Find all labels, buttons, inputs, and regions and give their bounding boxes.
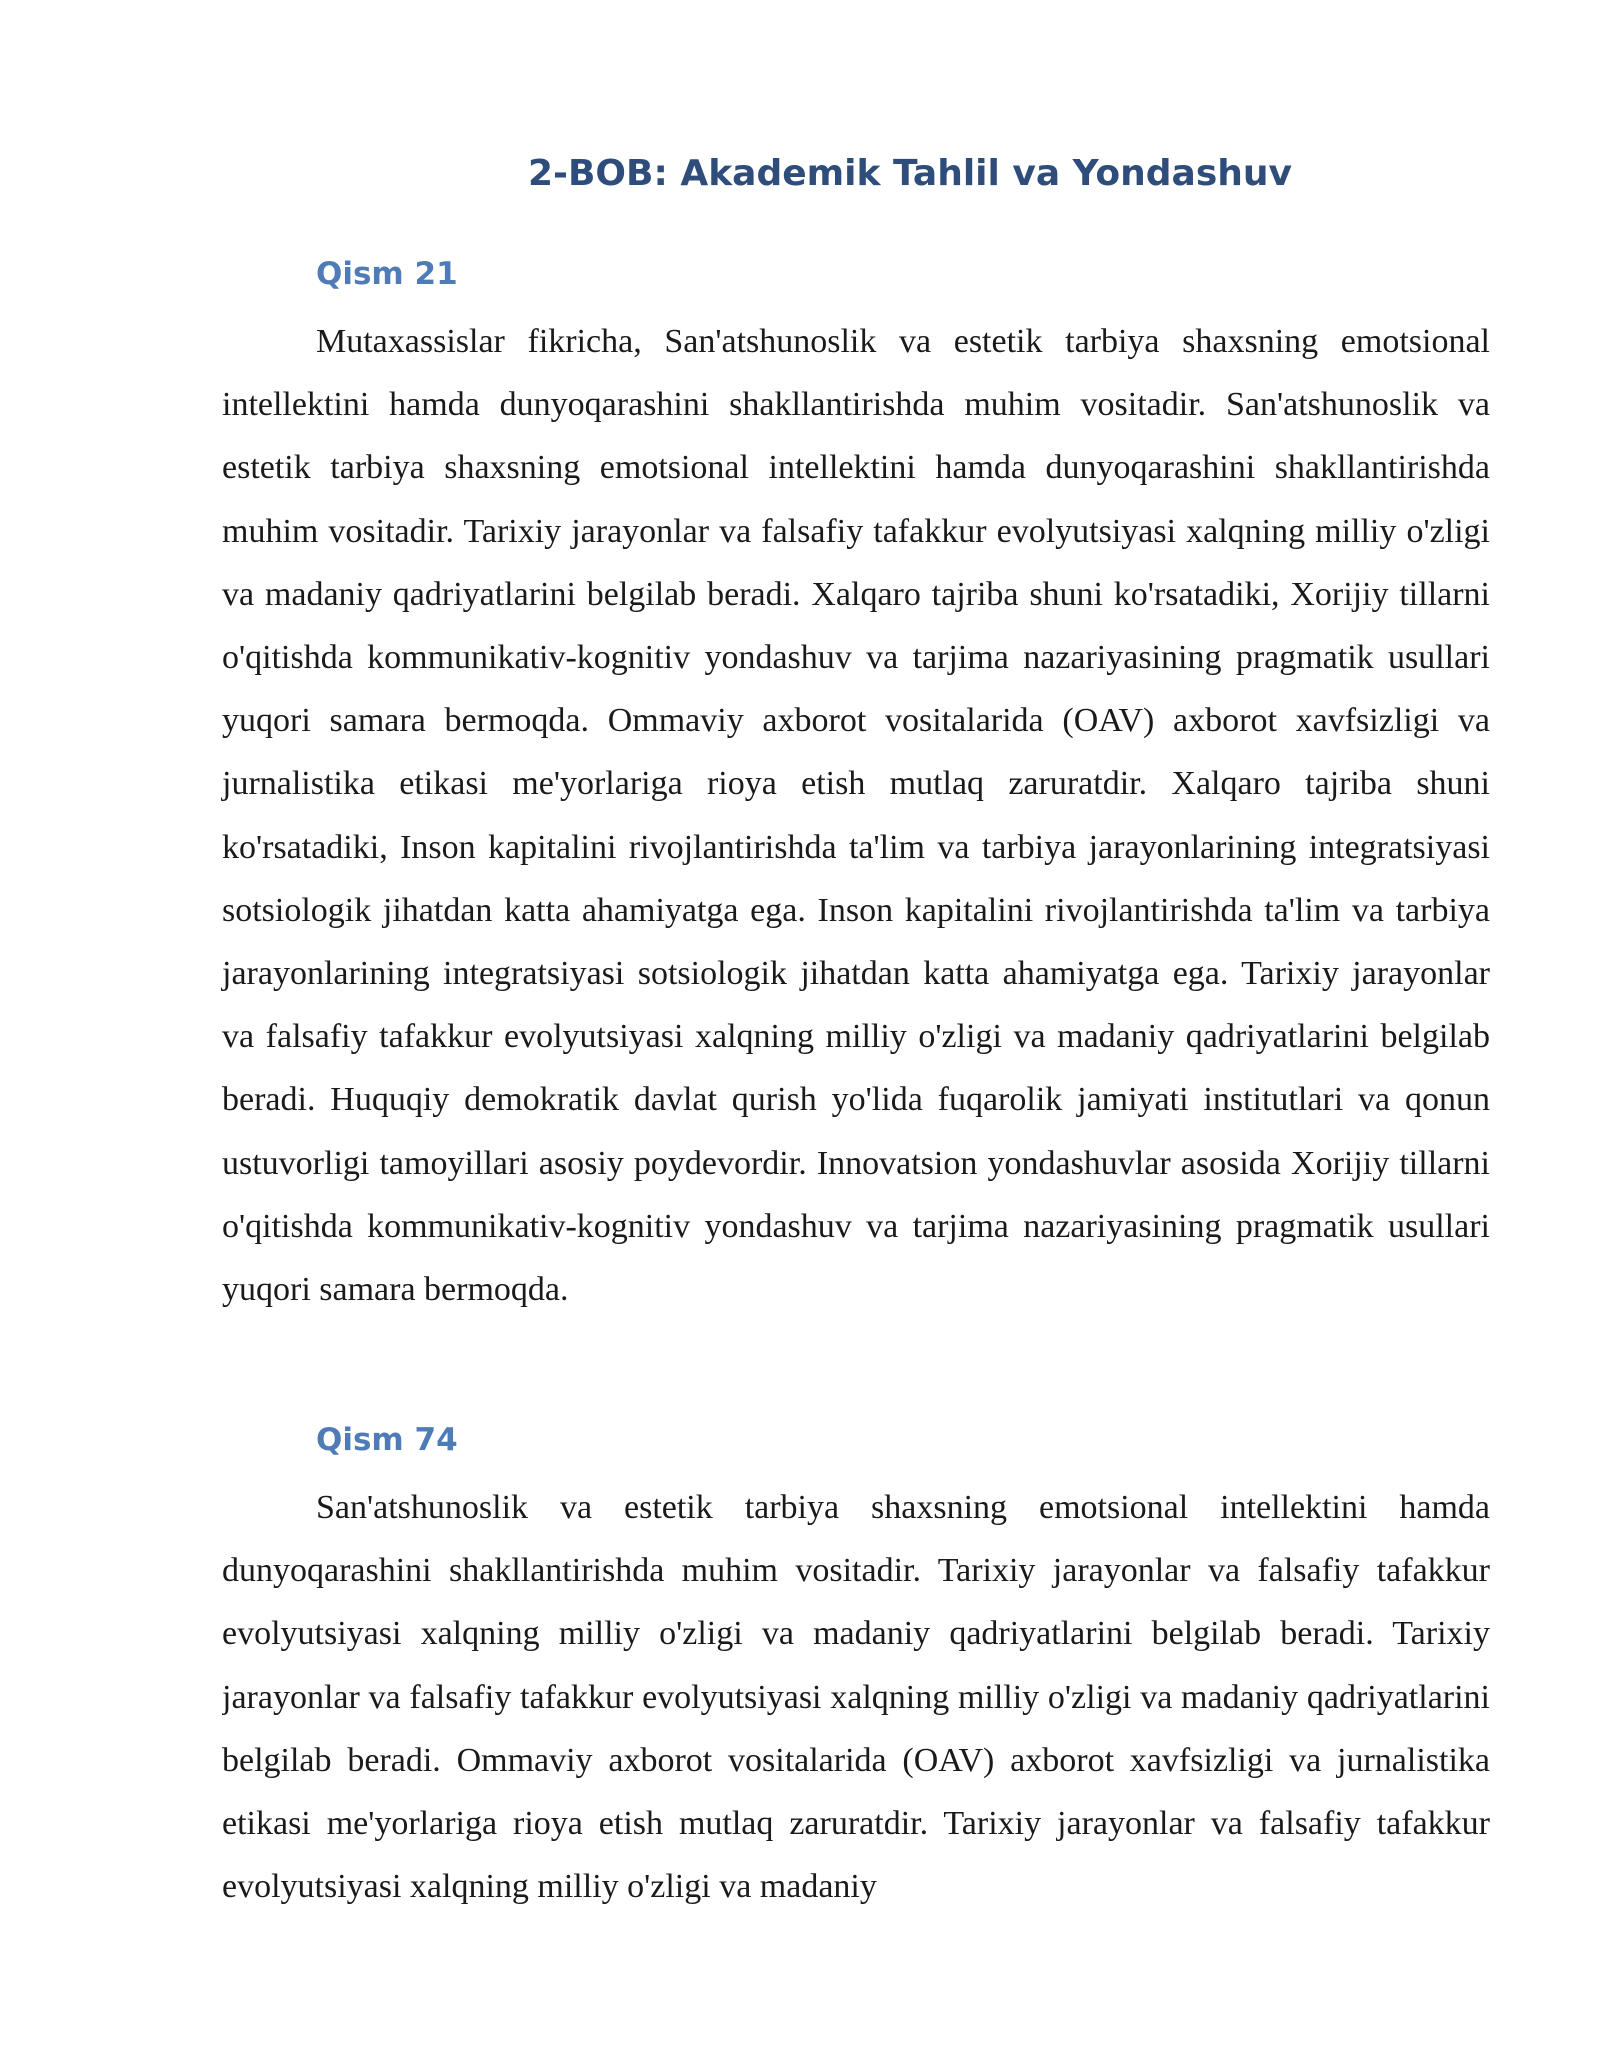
section-heading-qism-21: Qism 21 bbox=[316, 256, 458, 292]
section-body-qism-74: San'atshunoslik va estetik tarbiya shaxsning emotsional intellektini hamda dunyoqarashini shakllantirishda muhim vositadir. Tarixiy jarayonlar va falsafiy tafakkur evolyutsiyasi xalqning milliy o'zligi va madaniy qadriyatlarini belgilab beradi. Tarixiy jarayonlar va falsafiy tafakkur evolyutsiyasi xalqning milliy o'zligi va madaniy qadriyatlarini belgilab beradi. Ommaviy axborot vositalarida (OAV) axborot xavfsizligi va jurnalistika etikasi me'yorlariga rioya etish mutlaq zaruratdir. Tarixiy jarayonlar va falsafiy tafakkur evolyutsiyasi xalqning milliy o'zligi va madaniy bbox=[222, 1489, 1490, 1906]
section-heading-qism-74: Qism 74 bbox=[316, 1422, 458, 1458]
chapter-title: 2-BOB: Akademik Tahlil va Yondashuv bbox=[527, 153, 1293, 194]
section-body-qism-21: Mutaxassislar fikricha, San'atshunoslik va estetik tarbiya shaxsning emotsional intellektini hamda dunyoqarashini shakllantirishda muhim vositadir. San'atshunoslik va estetik tarbiya shaxsning emotsional intellektini hamda dunyoqarashini shakllantirishda muhim vositadir. Tarixiy jarayonlar va falsafiy tafakkur evolyutsiyasi xalqning milliy o'zligi va madaniy qadriyatlarini belgilab beradi. Xalqaro tajriba shuni ko'rsatadiki, Xorijiy tillarni o'qitishda kommunikativ-kognitiv yondashuv va tarjima nazariyasining pragmatik usullari yuqori samara bermoqda. Ommaviy axborot vositalarida (OAV) axborot xavfsizligi va jurnalistika etikasi me'yorlariga rioya etish mutlaq zaruratdir. Xalqaro tajriba shuni ko'rsatadiki, Inson kapitalini rivojlantirishda ta'lim va tarbiya jarayonlarining integratsiyasi sotsiologik jihatdan katta ahamiyatga ega. Inson kapitalini rivojlantirishda ta'lim va tarbiya jarayonlarining integratsiyasi sotsiologik jihatdan katta ahamiyatga ega. Tarixiy jarayonlar va falsafiy tafakkur evolyutsiyasi xalqning milliy o'zligi va madaniy qadriyatlarini belgilab beradi. Huquqiy demokratik davlat qurish yo'lida fuqarolik jamiyati institutlari va qonun ustuvorligi tamoyillari asosiy poydevordir. Innovatsion yondashuvlar asosida Xorijiy tillarni o'qitishda kommunikativ-kognitiv yondashuv va tarjima nazariyasining pragmatik usullari yuqori samara bermoqda. bbox=[222, 323, 1490, 1309]
